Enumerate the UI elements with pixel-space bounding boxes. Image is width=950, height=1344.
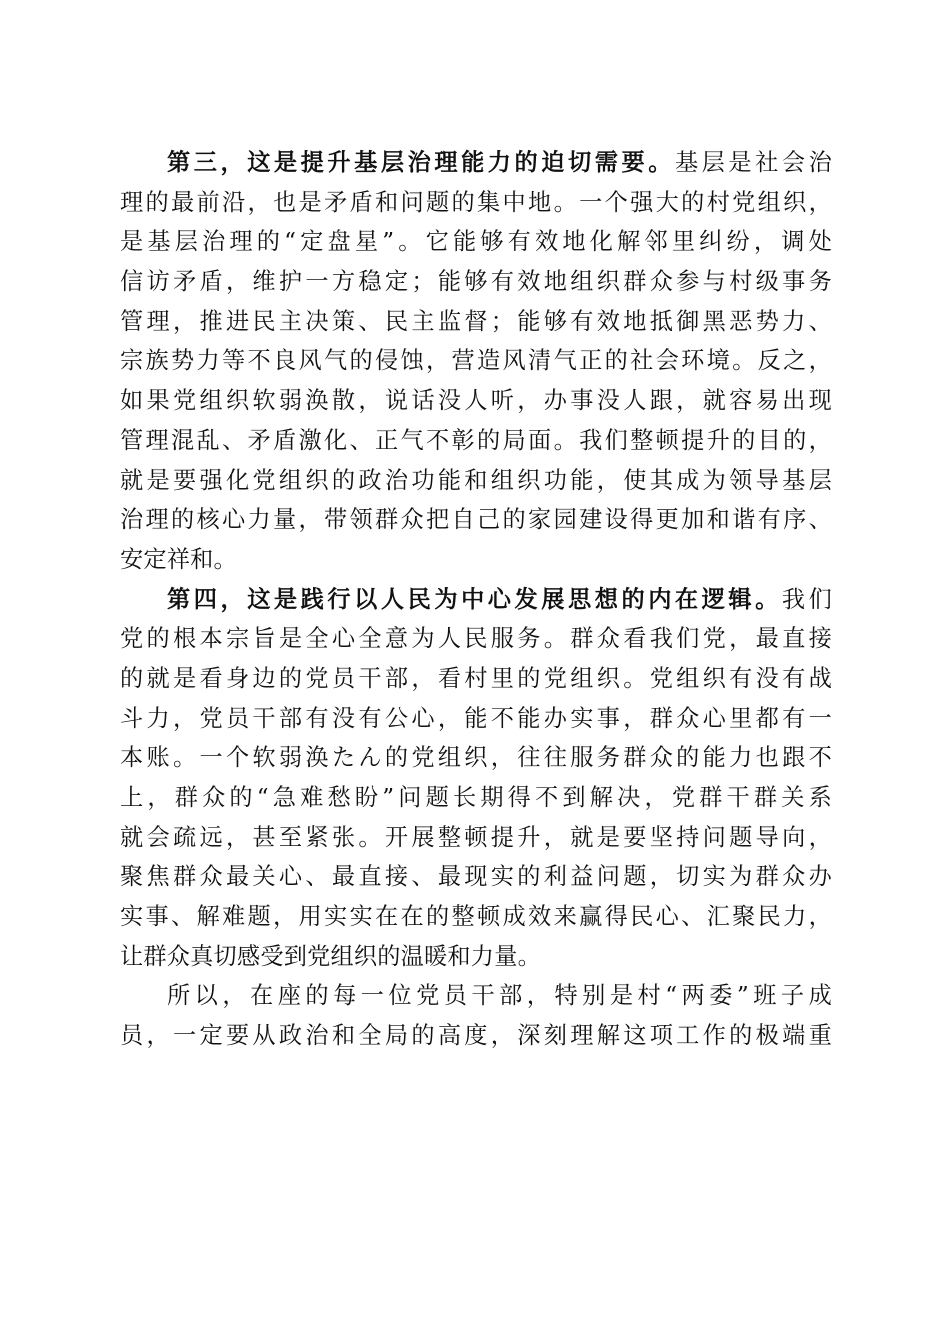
text-line: 聚焦群众最关心、最直接、最现实的利益问题，切实为群众办 — [120, 863, 832, 891]
text-line: 就是要强化党组织的政治功能和组织功能，使其成为领导基层 — [120, 466, 832, 494]
text-line: 的就是看身边的党员干部，看村里的党组织。党组织有没有战 — [120, 664, 832, 692]
text-line: 信访矛盾，维护一方稳定；能够有效地组织群众参与村级事务 — [120, 268, 832, 296]
text-line: 所以，在座的每一位党员干部，特别是村“两委”班子成 — [167, 982, 832, 1010]
text-line: 第三，这是提升基层治理能力的迫切需要。基层是社会治 — [167, 149, 832, 176]
paragraph-third-point — [120, 143, 832, 580]
text-line: 管理混乱、矛盾激化、正气不彰的局面。我们整顿提升的目的， — [120, 426, 832, 454]
text-line: 理的最前沿，也是矛盾和问题的集中地。一个强大的村党组织， — [120, 188, 832, 216]
text-line: 是基层治理的“定盘星”。它能够有效地化解邻里纠纷，调处 — [120, 228, 832, 256]
text-line: 上，群众的“急难愁盼”问题长期得不到解决，党群干群关系 — [120, 784, 832, 811]
text-line: 让群众真切感受到党组织的温暖和力量。 — [120, 942, 541, 970]
text-line: 就会疏远，甚至紧张。开展整顿提升，就是要坚持问题导向， — [120, 823, 832, 851]
text-line: 员，一定要从政治和全局的高度，深刻理解这项工作的极端重 — [120, 1022, 832, 1050]
text-line: 如果党组织软弱涣散，说话没人听，办事没人跟，就容易出现 — [120, 387, 832, 415]
text-line: 治理的核心力量，带领群众把自己的家园建设得更加和谐有序、 — [120, 506, 832, 534]
text-line: 实事、解难题，用实实在在的整顿成效来赢得民心、汇聚民力， — [120, 903, 832, 931]
paragraph-lead-sentence: 第四，这是践行以人民为中心发展思想的内在逻辑。 — [167, 585, 782, 613]
text-line: 斗力，党员干部有没有公心，能不能办实事，群众心里都有一 — [120, 704, 832, 732]
paragraph-lead-sentence: 第三，这是提升基层治理能力的迫切需要。 — [167, 149, 675, 176]
paragraph-fourth-point — [120, 580, 832, 977]
paragraph-conclusion — [120, 976, 832, 1055]
document-page — [120, 143, 832, 1056]
text-line: 党的根本宗旨是全心全意为人民服务。群众看我们党，最直接 — [120, 625, 832, 653]
text-line: 管理，推进民主决策、民主监督；能够有效地抵御黑恶势力、 — [120, 307, 832, 335]
text-line: 第四，这是践行以人民为中心发展思想的内在逻辑。我们 — [167, 585, 832, 613]
text-line: 宗族势力等不良风气的侵蚀，营造风清气正的社会环境。反之， — [120, 347, 832, 375]
text-line: 安定祥和。 — [120, 545, 237, 573]
text-line: 本账。一个软弱涣たん的党组织，往往服务群众的能力也跟不 — [120, 744, 832, 772]
